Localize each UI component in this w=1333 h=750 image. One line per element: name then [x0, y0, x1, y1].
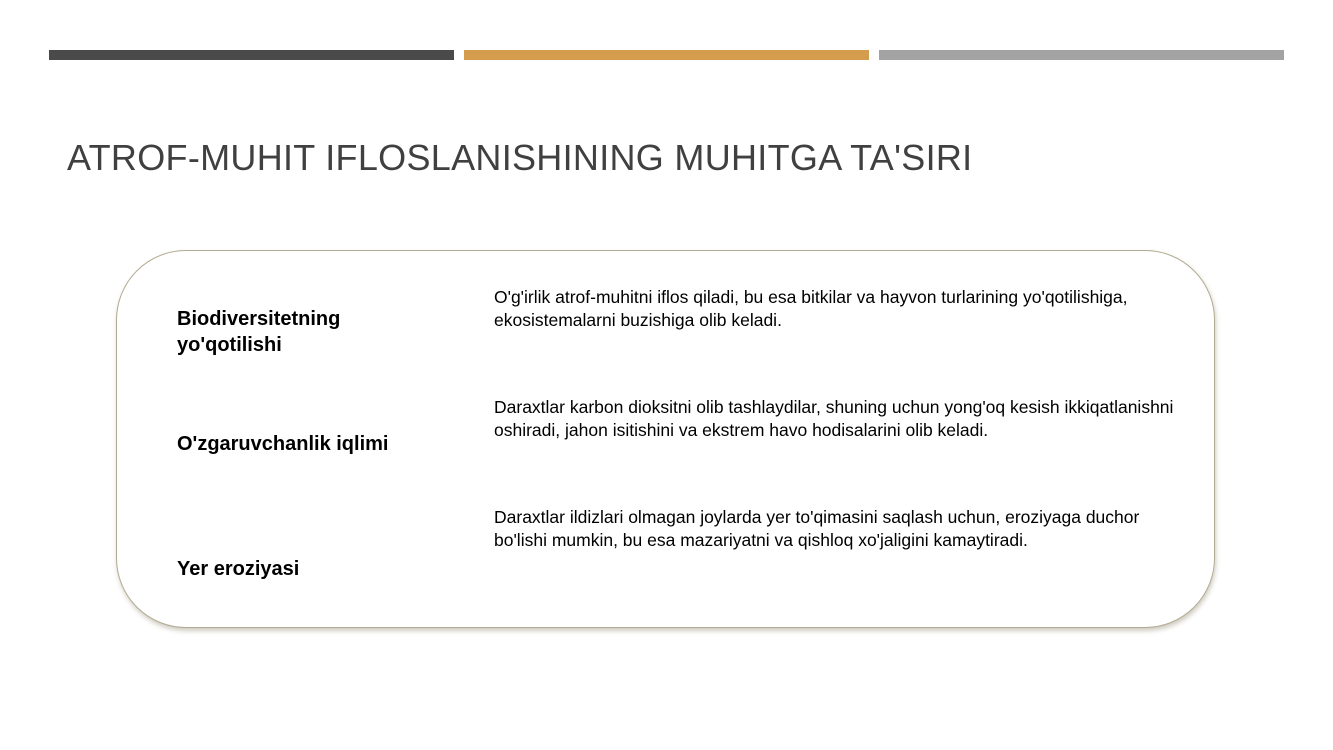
- item-description: O'g'irlik atrof-muhitni iflos qiladi, bu esa bitkilar va hayvon turlarining yo'qotilishiga, ekosistemalarni buzishiga olib keladi.: [494, 287, 1128, 330]
- item-term: O'zgaruvchanlik iqlimi: [177, 433, 389, 455]
- slide-title: ATROF-MUHIT IFLOSLANISHINING MUHITGA TA'SIRI: [67, 137, 973, 178]
- accent-bar-dark: [49, 50, 454, 60]
- item-description: Daraxtlar ildizlari olmagan joylarda yer to'qimasini saqlash uchun, eroziyaga duchor bo'lishi mumkin, bu esa mazariyatni va qishloq xo'jaligini kamaytiradi.: [494, 507, 1140, 550]
- item-term: Yer eroziyasi: [177, 558, 300, 580]
- item-term: Biodiversitetning yo'qotilishi: [177, 308, 341, 356]
- accent-bar-gray: [879, 50, 1284, 60]
- item-description: Daraxtlar karbon dioksitni olib tashlaydilar, shuning uchun yong'oq kesish ikkiqatlanishni oshiradi, jahon isitishini va ekstrem havo hodisalarini olib keladi.: [494, 397, 1174, 440]
- accent-bar-gold: [464, 50, 869, 60]
